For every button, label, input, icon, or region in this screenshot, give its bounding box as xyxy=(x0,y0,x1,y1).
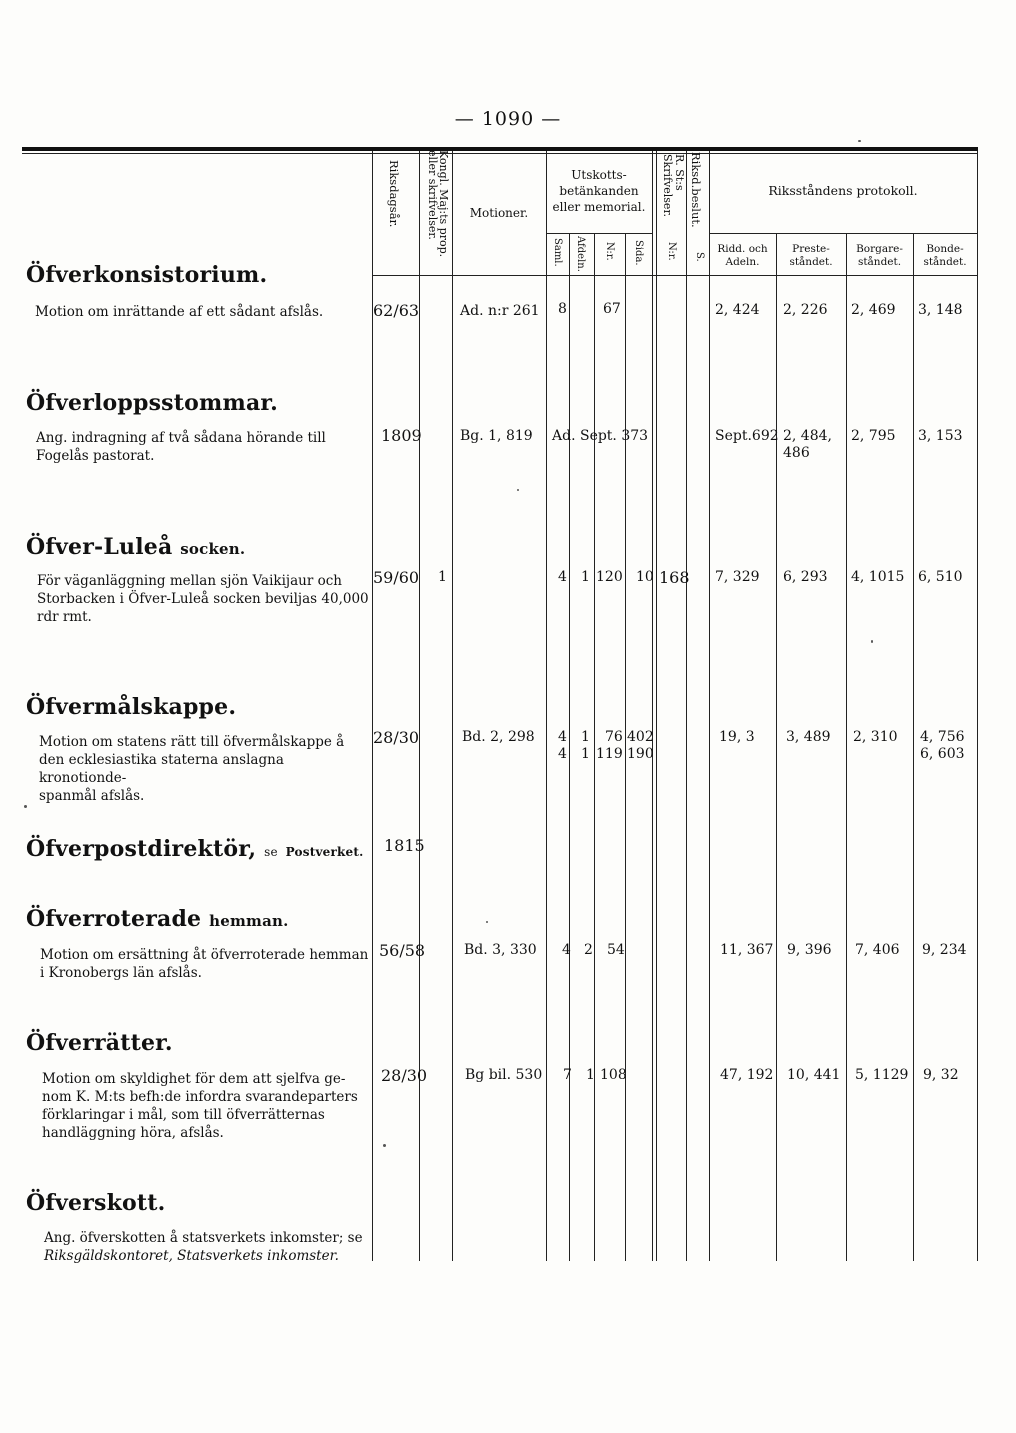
header-utskotts: Utskotts- xyxy=(571,168,627,182)
entry-sida: 402 xyxy=(627,729,654,745)
header-riksd-beslut: Riksd.beslut. xyxy=(689,152,703,228)
entry-heading: Öfverrätter. xyxy=(26,1030,173,1056)
header-sida: Sida. xyxy=(633,240,644,266)
entry-saml: 4 xyxy=(558,569,567,585)
entry-description: Motion om statens rätt till öfvermålskappe å den ecklesiastika staterna anslagna kronotionde- spanmål afslås. xyxy=(39,734,345,804)
entry-saml: 7 xyxy=(563,1067,572,1083)
entry-year: 28/30 xyxy=(381,1066,428,1085)
entry-nr: 76 xyxy=(605,729,623,745)
header-riksdagsar: Riksdagsår. xyxy=(387,160,401,228)
page-number: — 1090 — xyxy=(454,108,562,130)
entry-borgare: 7, 406 xyxy=(855,942,900,958)
entry-bonde: 4, 756 xyxy=(920,729,965,745)
entry-preste-cont: 486 xyxy=(783,445,810,461)
entry-bonde: 3, 148 xyxy=(918,302,963,318)
entry-bonde: 6, 510 xyxy=(918,569,963,585)
header-preste: Preste- ståndet. xyxy=(789,243,833,268)
header-protokoll: Riksståndens protokoll. xyxy=(768,183,918,198)
entry-motion: Bg bil. 530 xyxy=(465,1067,543,1083)
entry-year: 1809 xyxy=(381,426,422,445)
header-nr: N:r. xyxy=(604,242,615,261)
entry-afdeln: 1 xyxy=(581,729,590,745)
entry-year: 59/60 xyxy=(373,568,420,587)
entry-heading: Öfverloppsstommar. xyxy=(26,390,279,416)
entry-afdeln: 2 xyxy=(584,942,593,958)
entry-ridd: 7, 329 xyxy=(715,569,760,585)
entry-heading: Öfverkonsistorium. xyxy=(26,262,268,288)
entry-preste: 9, 396 xyxy=(787,942,832,958)
header-eller-memorial: eller memorial. xyxy=(552,200,646,214)
entry-preste: 6, 293 xyxy=(783,569,828,585)
entry-heading: Öfverskott. xyxy=(26,1190,166,1216)
entry-preste: 2, 226 xyxy=(783,302,828,318)
entry-kongl: 1 xyxy=(438,569,447,585)
entry-motion: Ad. n:r 261 xyxy=(460,303,540,319)
entry-description: Motion om skyldighet för dem att sjelfva ge- nom K. M:ts befh:de infordra svarandeparters förklaringar i mål, som till öfverrätternas handläggning höra, afslås. xyxy=(42,1071,358,1141)
entry-sida: 10 xyxy=(636,569,654,585)
header-afdeln: Afdeln. xyxy=(575,236,586,272)
entry-afdeln: 1 xyxy=(581,569,590,585)
entry-borgare: 2, 469 xyxy=(851,302,896,318)
entry-year: 62/63 xyxy=(373,301,420,320)
header-rst-skrifvelser: R. St:s Skrifvelser. xyxy=(661,154,686,217)
entry-borgare: 4, 1015 xyxy=(851,569,905,585)
entry-year: 1815 xyxy=(384,836,425,855)
entry-motion: Bd. 2, 298 xyxy=(462,729,535,745)
entry-year: 56/58 xyxy=(379,941,426,960)
entry-sida-2: 190 xyxy=(627,746,654,762)
entry-motion: Bd. 3, 330 xyxy=(464,942,537,958)
header-borgare: Borgare- ståndet. xyxy=(856,243,903,268)
header-kongl-prop: Kongl. Maj:ts prop. eller skrifvelser. xyxy=(426,150,450,258)
entry-description: Motion om inrättande af ett sådant afslås. xyxy=(35,304,324,320)
entry-bonde: 9, 234 xyxy=(922,942,967,958)
header-saml: Saml. xyxy=(552,238,563,267)
entry-bonde: 3, 153 xyxy=(918,428,963,444)
entry-preste: 10, 441 xyxy=(787,1067,841,1083)
entry-saml: 4 xyxy=(558,729,567,745)
entry-nr: 108 xyxy=(600,1067,627,1083)
entry-borgare: 5, 1129 xyxy=(855,1067,909,1083)
entry-saml: 8 xyxy=(558,301,567,317)
entry-heading: Öfverroterade hemman. xyxy=(26,906,289,932)
entry-description: Motion om ersättning åt öfverroterade hemman i Kronobergs län afslås. xyxy=(40,947,369,981)
entry-borgare: 2, 795 xyxy=(851,428,896,444)
entry-bonde-2: 6, 603 xyxy=(920,746,965,762)
entry-ridd: 19, 3 xyxy=(719,729,755,745)
header-bonde: Bonde- ståndet. xyxy=(923,243,967,268)
entry-heading: Öfvermålskappe. xyxy=(26,694,237,720)
entry-utskott: Ad. Sept. 373 xyxy=(552,428,649,444)
entry-bonde: 9, 32 xyxy=(923,1067,959,1083)
header-ridd: Ridd. och Adeln. xyxy=(717,243,768,268)
entry-afdeln-2: 1 xyxy=(581,746,590,762)
entry-ridd: Sept.692 xyxy=(715,428,779,444)
entry-afdeln: 1 xyxy=(586,1067,595,1083)
entry-saml: 4 xyxy=(562,942,571,958)
header-beslut-s: S. xyxy=(694,252,705,262)
header-betankanden: betänkanden xyxy=(559,184,639,198)
top-rule-thin xyxy=(22,153,978,154)
entry-description: Ang. öfverskotten å statsverkets inkomster; se Riksgäldskontoret, Statsverkets inkomster. xyxy=(44,1230,363,1264)
header-rst-nr: N:r. xyxy=(666,242,677,261)
entry-nr: 67 xyxy=(603,301,621,317)
entry-description: För väganläggning mellan sjön Vaikijaur och Storbacken i Öfver-Luleå socken beviljas 40,000 rdr rmt. xyxy=(37,573,369,625)
header-motioner: Motioner. xyxy=(469,206,529,220)
entry-heading: Öfver-Luleå socken. xyxy=(26,534,246,560)
entry-nr: 120 xyxy=(596,569,623,585)
entry-description: Ang. indragning af två sådana hörande till Fogelås pastorat. xyxy=(36,430,326,464)
top-rule xyxy=(22,147,978,151)
entry-saml-2: 4 xyxy=(558,746,567,762)
entry-motion: Bg. 1, 819 xyxy=(460,428,533,444)
entry-ridd: 11, 367 xyxy=(720,942,774,958)
entry-ridd: 47, 192 xyxy=(720,1067,774,1083)
entry-heading: Öfverpostdirektör, se Postverket. xyxy=(26,836,364,862)
entry-preste: 3, 489 xyxy=(786,729,831,745)
entry-rst-nr: 168 xyxy=(659,568,690,587)
entry-borgare: 2, 310 xyxy=(853,729,898,745)
entry-year: 28/30 xyxy=(373,728,420,747)
entry-nr: 54 xyxy=(607,942,625,958)
entry-ridd: 2, 424 xyxy=(715,302,760,318)
entry-nr-2: 119 xyxy=(596,746,623,762)
entry-preste: 2, 484, xyxy=(783,428,832,444)
